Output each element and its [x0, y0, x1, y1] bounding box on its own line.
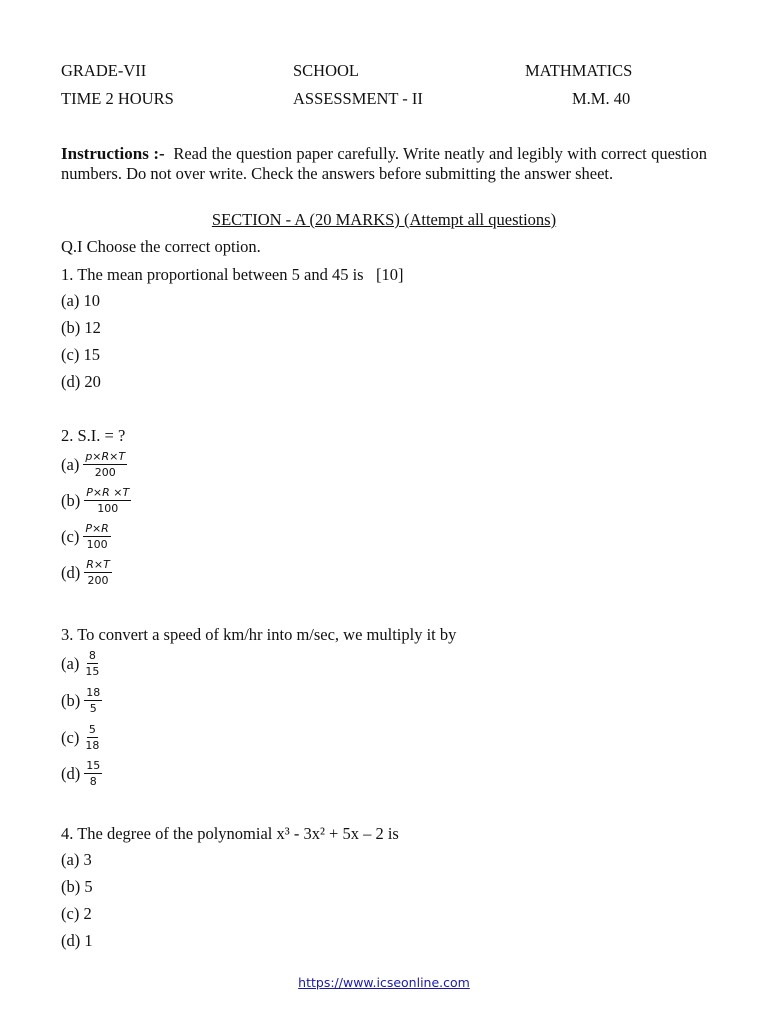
time-label: TIME 2 HOURS [61, 89, 174, 108]
fraction-denominator: 100 [86, 538, 108, 551]
q2-option-d-label: (d) [61, 562, 81, 582]
q2-option-c-fraction [83, 522, 111, 551]
instructions-paragraph [61, 144, 707, 183]
fraction-denominator: 200 [94, 466, 116, 479]
q3-option-c-label: (c) [61, 727, 80, 747]
q1-text [61, 265, 403, 285]
assessment-label: ASSESSMENT - II [293, 89, 423, 108]
q2-option-c-label: (c) [61, 526, 80, 546]
q3-question: 3. To convert a speed of km/hr into m/sec, we multiply it by [61, 625, 457, 644]
footer-link[interactable]: https://www.icseonline.com [298, 975, 470, 990]
q4-option-c: (c) 2 [61, 904, 92, 923]
q3-option-d-fraction [84, 759, 102, 788]
fraction-denominator: 100 [97, 502, 119, 515]
q3-option-b-label: (b) [61, 690, 81, 710]
fraction-numerator: 8 [88, 649, 96, 662]
fraction-numerator: P×R ×T [86, 486, 130, 499]
q3-option-d-label: (d) [61, 763, 81, 783]
q2-option-c [61, 522, 111, 551]
q3-option-a-label: (a) [61, 653, 80, 673]
q3-option-b-fraction [84, 686, 102, 715]
q2-option-a-fraction [83, 450, 127, 479]
fraction-numerator: 18 [86, 686, 101, 699]
q3-option-a [61, 649, 101, 678]
fraction-denominator: 8 [89, 775, 97, 788]
q4-option-a: (a) 3 [61, 850, 92, 869]
instructions-text: Read the question paper carefully. Write neatly and legibly with correct question numbers. Do not over write. Check the answers before submitting the answer sheet. [61, 144, 708, 183]
subject-label: MATHMATICS [525, 61, 633, 80]
fraction-numerator: R×T [86, 558, 110, 571]
q3-option-a-fraction [83, 649, 101, 678]
school-label: SCHOOL [293, 61, 360, 80]
q1-option-c: (c) 15 [61, 345, 100, 364]
fraction-denominator: 18 [85, 739, 100, 752]
q4-option-b: (b) 5 [61, 877, 93, 896]
q3-option-c-fraction [83, 723, 101, 752]
q2-option-b-fraction [84, 486, 131, 515]
q2-option-a-label: (a) [61, 454, 80, 474]
q2-option-b-label: (b) [61, 490, 81, 510]
fraction-numerator: p×R×T [85, 450, 126, 463]
q2-option-a [61, 450, 127, 479]
q2-option-d [61, 558, 112, 587]
q2-option-d-fraction [84, 558, 112, 587]
q3-option-d [61, 759, 102, 788]
q1-question: 1. The mean proportional between 5 and 45 is [61, 265, 364, 284]
q1-marks: [10] [375, 265, 404, 284]
q2-question: 2. S.I. = ? [61, 426, 126, 445]
fraction-denominator: 15 [85, 665, 100, 678]
q3-option-c [61, 723, 101, 752]
section-title: SECTION - A (20 MARKS) (Attempt all questions) [211, 210, 557, 229]
grade-label: GRADE-VII [61, 61, 147, 80]
question-group-title: Q.I Choose the correct option. [61, 237, 261, 256]
q4-option-d: (d) 1 [61, 931, 93, 950]
q1-option-a: (a) 10 [61, 291, 100, 310]
fraction-denominator: 5 [89, 702, 97, 715]
fraction-numerator: 15 [86, 759, 101, 772]
q4-question: 4. The degree of the polynomial x³ - 3x² + 5x – 2 is [61, 824, 399, 843]
q1-option-d: (d) 20 [61, 372, 101, 391]
max-marks-label: M.M. 40 [572, 89, 631, 108]
q2-option-b [61, 486, 131, 515]
fraction-numerator: P×R [85, 522, 109, 535]
fraction-denominator: 200 [87, 574, 109, 587]
instructions-label: Instructions :- [61, 144, 165, 163]
q1-option-b: (b) 12 [61, 318, 101, 337]
fraction-numerator: 5 [88, 723, 96, 736]
q3-option-b [61, 686, 102, 715]
